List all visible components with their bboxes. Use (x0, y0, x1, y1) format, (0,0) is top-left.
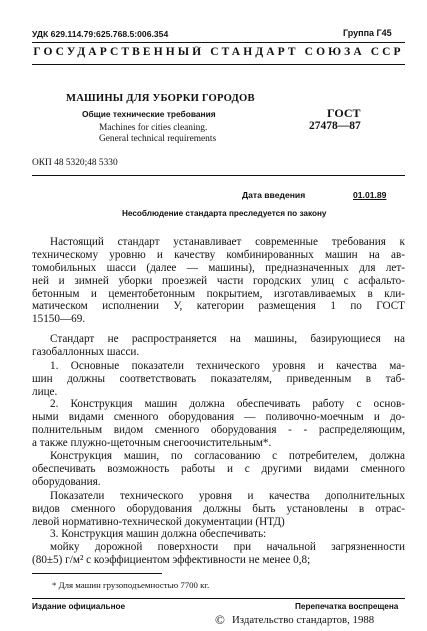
copyright-symbol: © (215, 612, 225, 627)
paragraph-washing (32, 541, 405, 567)
text-line: 1. Основные показатели технического уровня и качества ма- (50, 360, 405, 372)
footer-rule (32, 598, 405, 599)
standard-banner: ГОСУДАРСТВЕННЫЙ СТАНДАРТ СОЮЗА ССР (33, 46, 404, 58)
effective-date-label: Дата введения (242, 190, 306, 200)
text-line: оборудования. (32, 475, 101, 488)
text-line: лице. (32, 385, 58, 398)
paragraph-item-1 (32, 360, 405, 399)
text-line: бетонным и цементобетонным покрытием, изготавливаемых в кли- (32, 287, 405, 300)
text-line: газобаллонных шасси. (32, 345, 140, 358)
gost-label: ГОСТ (327, 106, 361, 120)
text-line: томобильных шасси (далее — машины), предназначенных для лет- (32, 261, 405, 274)
text-line: ными видами сменного оборудования — поливочно-моечным и до- (32, 410, 405, 423)
text-line: а также плужно-щеточным снегоочистительным*. (32, 436, 272, 449)
text-line: техническому уровню и качеству комбинированных машин на ав- (32, 248, 405, 261)
text-line: 15150—69. (32, 313, 86, 326)
publisher-line: Издательство стандартов, 1988 (232, 614, 375, 626)
standard-title: МАШИНЫ ДЛЯ УБОРКИ ГОРОДОВ (66, 93, 255, 104)
header-bottom-rule (32, 64, 405, 65)
okp-code: ОКП 48 5320;48 5330 (32, 158, 118, 168)
title-english-line-1: Machines for cities cleaning. (99, 123, 208, 133)
text-line: 2. Конструкция машин должна обеспечивать работу с основ- (50, 398, 405, 410)
text-line: полнительным видом сменного оборудования - - распределяющим, (32, 423, 405, 436)
footnote-separator (32, 573, 162, 574)
paragraph-exclusion (32, 333, 405, 359)
udk-code: УДК 629.114.79:625.768.5:006.354 (32, 29, 169, 39)
text-line: Конструкция машин, по согласованию с потребителем, должна (50, 450, 405, 462)
paragraph-item-3 (32, 528, 405, 541)
header-top-rule (32, 42, 405, 43)
text-line: шин должны соответствовать показателям, приведенным в таб- (32, 372, 405, 385)
footnote-text: * Для машин грузоподъемностью 7700 кг. (52, 580, 210, 590)
paragraph-other-equipment (32, 450, 405, 489)
paragraph-additional-equipment (32, 490, 405, 529)
text-line: матическом исполнении У, категории размещения 1 по ГОСТ (32, 300, 405, 313)
gost-number: 27478—87 (309, 120, 361, 132)
title-block-rule (32, 175, 405, 176)
official-edition-label: Издание официальное (32, 602, 126, 611)
paragraph-item-2 (32, 398, 405, 450)
effective-date-value: 01.01.89 (353, 190, 387, 200)
standard-subtitle: Общие технические требования (82, 109, 216, 119)
text-line: Стандарт не распространяется на машины, базирующиеся на (50, 333, 405, 345)
group-code: Группа Г45 (343, 28, 392, 38)
law-notice: Несоблюдение стандарта преследуется по закону (122, 209, 327, 218)
text-line: ней и зимней уборки проезжей части городских улиц с асфальто- (32, 274, 405, 287)
text-line: Настоящий стандарт устанавливает современные требования к (50, 236, 405, 248)
text-line: мойку дорожной поверхности при начальной загрязненности (50, 541, 405, 553)
title-english-line-2: General technical requirements (99, 134, 217, 144)
text-line: обеспечивать возможность работы и с другими видами сменного (32, 462, 405, 475)
text-line: видов сменного оборудования должны быть установлены в отрас- (32, 502, 405, 515)
text-line: Показатели технического уровня и качества дополнительных (50, 490, 405, 502)
paragraph-scope (32, 236, 405, 326)
text-line: левой нормативно-технической документации (НТД) (32, 515, 285, 528)
text-line: 3. Конструкция машин должна обеспечивать: (50, 528, 267, 540)
text-line: (80±5) г/м² с коэффициентом эффективности не менее 0,8; (32, 553, 311, 566)
reprint-prohibited-label: Перепечатка воспрещена (295, 602, 399, 611)
